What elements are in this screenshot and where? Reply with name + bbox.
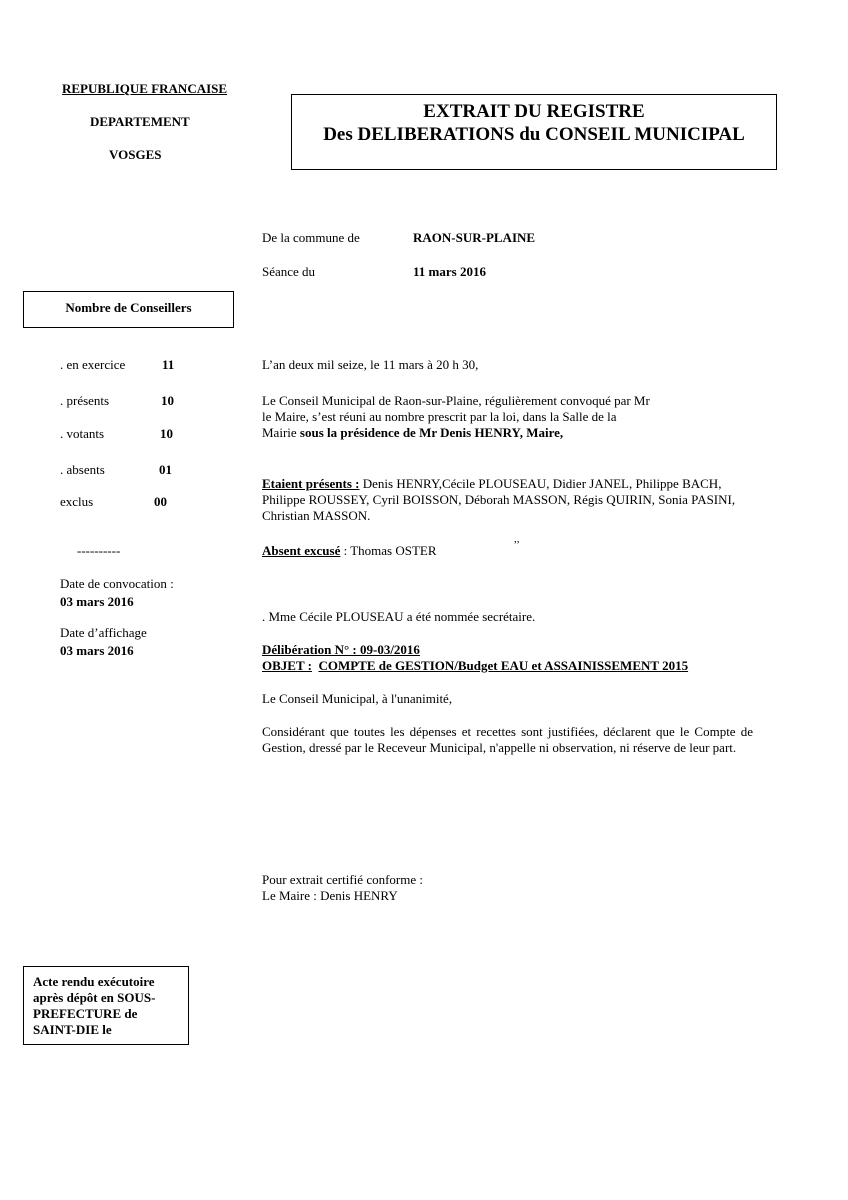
certified-line: Pour extrait certifié conforme : (262, 872, 423, 887)
title-box (291, 94, 777, 170)
commune-label: De la commune de (262, 230, 360, 245)
mayor-line: Le Maire : Denis HENRY (262, 888, 398, 903)
presents-list: Denis HENRY,Cécile PLOUSEAU, Didier JANEL, Philippe BACH, Philippe ROUSSEY, Cyril BOISSON, Déborah MASSON, Régis QUIRIN, Sonia PASINI, Christian MASSON. (262, 476, 736, 523)
considering-paragraph: Considérant que toutes les dépenses et recettes sont justifiées, déclarent que le Compte de Gestion, dressé par le Receveur Municipal, n'appelle ni observation, ni réserve de leur part. (262, 724, 753, 755)
councillors-box (23, 291, 234, 328)
councillors-separator: ---------- (77, 543, 121, 558)
convocation-line-3 (262, 425, 563, 441)
convocation-line-3-plain: Mairie (262, 425, 300, 440)
row-exercice-label: . en exercice (60, 357, 126, 372)
convocation-date-label: Date de convocation : (60, 576, 174, 591)
commune-value: RAON-SUR-PLAINE (413, 230, 536, 245)
title-line-2: Des DELIBERATIONS du CONSEIL MUNICIPAL (323, 124, 745, 145)
row-exercice-value: 11 (162, 357, 175, 372)
convocation-line-1: Le Conseil Municipal de Raon-sur-Plaine, régulièrement convoqué par Mr (262, 393, 650, 408)
department-name: VOSGES (109, 147, 162, 162)
executory-text: Acte rendu exécutoire après dépôt en SOUS-PREFECTURE de SAINT-DIE le (33, 974, 156, 1037)
row-presents-label: . présents (60, 393, 110, 408)
executory-box (23, 966, 189, 1045)
row-exclus-value: 00 (154, 494, 167, 509)
deliberation-number: Délibération N° : 09-03/2016 (262, 642, 420, 657)
objet-label: OBJET : (262, 658, 312, 673)
absent-name: : Thomas OSTER (340, 543, 437, 558)
objet-text: COMPTE de GESTION/Budget EAU et ASSAINISSEMENT 2015 (318, 658, 689, 673)
republic-heading: REPUBLIQUE FRANCAISE (62, 81, 228, 96)
unanimity-line: Le Conseil Municipal, à l'unanimité, (262, 691, 453, 706)
presents-paragraph (262, 476, 748, 524)
stray-mark: ,, (514, 533, 520, 545)
absent-label: Absent excusé (262, 543, 341, 558)
row-exclus-label: exclus (60, 494, 94, 509)
row-absents-value: 01 (159, 462, 172, 477)
secretary-line: . Mme Cécile PLOUSEAU a été nommée secrétaire. (262, 609, 536, 624)
session-intro: L’an deux mil seize, le 11 mars à 20 h 30, (262, 357, 479, 372)
presents-label: Etaient présents : (262, 476, 360, 491)
title-line-1: EXTRAIT DU REGISTRE (423, 101, 645, 122)
seance-label: Séance du (262, 264, 316, 279)
councillors-box-title: Nombre de Conseillers (65, 300, 192, 315)
absent-line (262, 543, 437, 559)
row-votants-label: . votants (60, 426, 105, 441)
presidency-text: sous la présidence de Mr Denis HENRY, Maire, (299, 425, 564, 440)
row-presents-value: 10 (161, 393, 174, 408)
convocation-line-2: le Maire, s’est réuni au nombre prescrit par la loi, dans la Salle de la (262, 409, 617, 424)
row-absents-label: . absents (60, 462, 105, 477)
row-votants-value: 10 (160, 426, 173, 441)
affichage-date-value: 03 mars 2016 (60, 643, 134, 658)
convocation-date-value: 03 mars 2016 (60, 594, 134, 609)
department-label: DEPARTEMENT (90, 114, 190, 129)
seance-value: 11 mars 2016 (413, 264, 486, 279)
affichage-date-label: Date d’affichage (60, 625, 147, 640)
objet-line (262, 658, 688, 674)
